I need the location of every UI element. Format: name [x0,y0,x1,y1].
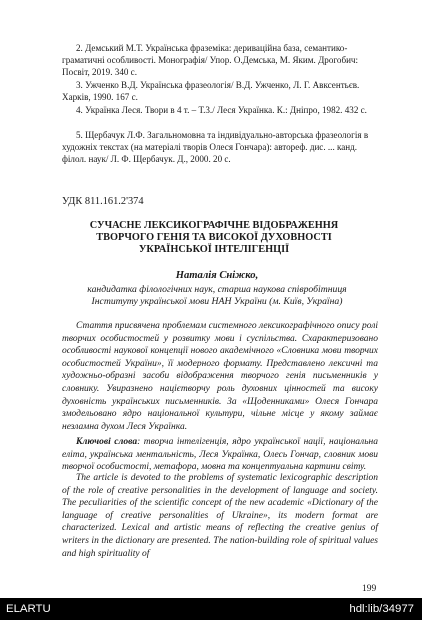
author-affiliation [40,284,394,308]
reference-item: 2. Демський М.Т. Українська фраземіка: дериваційна база, семантико-граматичні особливості. Монографія/ Упор. О.Демська, М. Яким. Дрогобич: Посвіт, 2019. 340 с. [62,43,359,78]
affiliation-line: кандидатка філологічних наук, старша наукова співробітниця [87,284,347,295]
title-line: ТВОРЧОГО ГЕНІЯ ТА ВИСОКОЇ ДУХОВНОСТІ [96,232,332,243]
footer-repository-name: ELARTU [6,603,51,615]
title-line: СУЧАСНЕ ЛЕКСИКОГРАФІЧНЕ ВІДОБРАЖЕННЯ [89,220,339,231]
abstract-english: The article is devoted to the problems of systematic lexicographic description of the role of creative personalities in the development of language and society. The peculiarities of the scientific concept of the new academic «Dictionary of the language of creative personalities of Ukraine», its modern format are characterized. Lexical and artistic means of reflecting the creative genius of writers in the dictionary are presented. The nation-building role of spiritual values and high spirituality of [62,473,378,559]
abstract-ukrainian: Стаття присвячена проблемам системного лексикографічного опису ролі творчих особистостей у розвитку мови і суспільства. Схарактеризовано особливості наукової концепції нового академічного «Словника мови творчих особистостей України», її модерного формату. Представлено лексичні та художньо-образні засоби відображення творчого генія письменників у словнику. Увиразнено націєтворчу роль духовних цінностей та високу духовність українських письменників. За «Щоденниками» Олеся Гончара змодельовано ядро національної культури, чільне місце у якому займає незламна духом Леся Українка. [62,321,378,432]
reference-item: 4. Українка Леся. Твори в 4 т. – Т.3./ Леся Українка. К.: Дніпро, 1982. 432 с. [76,105,367,115]
author-name: Наталія Сніжко, [175,270,259,281]
page-number: 199 [362,584,377,594]
footer-handle-id: hdl:lib/34977 [349,603,414,615]
reference-item: 3. Ужченко В.Д. Українська фразеологія/ В.Д. Ужченко, Л. Г. Авксентьєв. Харків, 1990. 167 с. [62,80,360,103]
keywords-label: Ключові слова [76,437,138,447]
reference-item: 5. Щербачук Л.Ф. Загальномовна та індивідуально-авторська фразеологія в художніх текстах (на матеріалі творів Олеся Гончара): автореф. дис. ... канд. філол. наук/ Л. Ф. Щербачук. Д., 2000. 20 с. [62,130,369,165]
udc-code: УДК 811.161.2'374 [62,196,144,207]
keywords-text: : творча інтелігенція, ядро української нації, національна еліта, українська ментальність, Леся Українка, Олесь Гончар, словник мови творчої особистості, метафора, мовна та концептуальна картини світу. [62,437,378,473]
title-line: УКРАЇНСЬКОЇ ІНТЕЛІГЕНЦІЇ [138,244,290,255]
article-title [56,220,372,256]
affiliation-line: Інституту української мови НАН України (м. Київ, Україна) [91,296,343,307]
keywords [62,436,378,474]
